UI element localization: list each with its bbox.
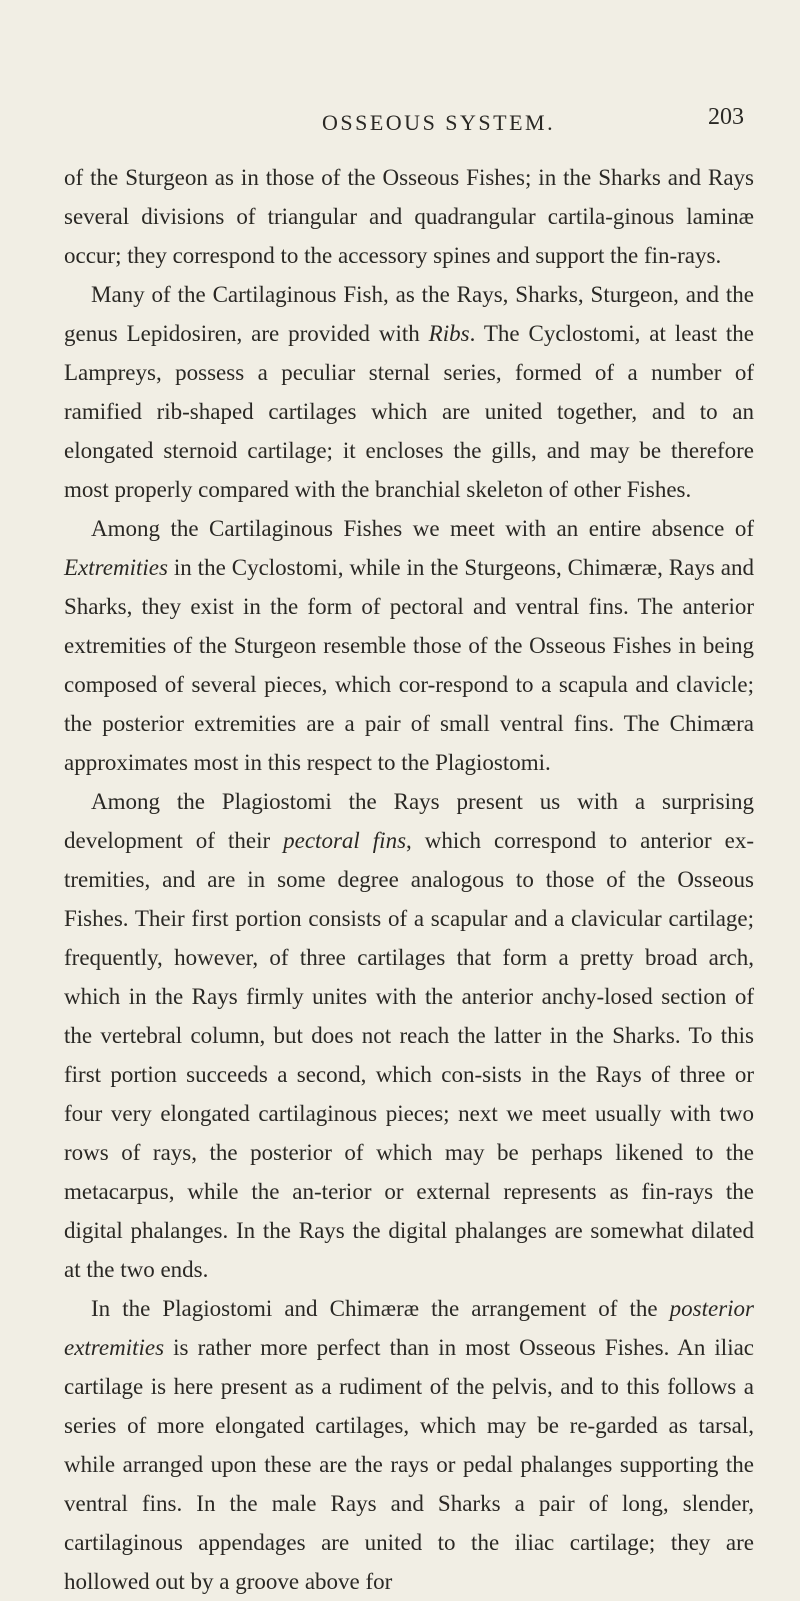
paragraph-extremities [64,509,754,782]
body-text [64,158,754,1601]
text-run: Among the Plagiostomi the Rays present us with a surprising development of their [64,789,754,853]
text-run: , which correspond to anterior ex-tremities, and are in some degree analogous to those of the Osseous Fishes. Their first portion consists of a scapular and a clavicular cartilage; frequently, however, of three cartilages that form a pretty broad arch, which in the Rays firmly unites with the anterior anchy-losed section of the vertebral column, but does not reach the latter in the Sharks. To this first portion succeeds a second, which con-sists in the Rays of three or four very elongated cartilaginous pieces; next we meet usually with two rows of rays, the posterior of which may be perhaps likened to the metacarpus, while the an-terior or external represents as fin-rays the digital phalanges. In the Rays the digital phalanges are somewhat dilated at the two ends. [64,828,754,1282]
text-run: Among the Cartilaginous Fishes we meet with an entire absence of [91,516,754,541]
text-run: Many of the Cartilaginous Fish, as the Rays, Sharks, Sturgeon, and the genus Lepidosiren, are provided with [64,282,754,346]
italic-term-ribs: Ribs [428,321,470,346]
running-title: OSSEOUS SYSTEM. [322,110,556,135]
paragraph-pectoral-fins [64,782,754,1289]
paragraph-posterior-extremities [64,1289,754,1601]
italic-term-pectoral-fins: pectoral fins [283,828,407,853]
italic-term-posterior-extremities: posterior extremities [64,1296,754,1360]
text-run: . The Cyclostomi, at least the Lampreys, possess a peculiar sternal series, formed of a number of ramified rib-shaped cartilages which are united together, and to an elongated sternoid cartilage; it encloses the gills, and may be therefore most properly compared with the branchial skeleton of other Fishes. [64,321,754,502]
text-run: of the Sturgeon as in those of the Osseous Fishes; in the Sharks and Rays several divisions of triangular and quadrangular cartila-ginous laminæ occur; they correspond to the accessory spines and support the fin-rays. [64,165,754,268]
italic-term-extremities: Extremities [64,555,168,580]
text-run: In the Plagiostomi and Chimæræ the arrangement of the [91,1296,670,1321]
paragraph-ribs [64,275,754,509]
paragraph-sturgeon-laminae [64,158,754,275]
page-number: 203 [708,104,744,130]
page-header [64,0,752,135]
text-run: is rather more perfect than in most Osseous Fishes. An iliac cartilage is here present as a rudiment of the pelvis, and to this follows a series of more elongated cartilages, which may be re-garded as tarsal, while arranged upon these are the rays or pedal phalanges supporting the ventral fins. In the male Rays and Sharks a pair of long, slender, cartilaginous appendages are united to the iliac cartilage; they are hollowed out by a groove above for [64,1335,754,1594]
text-run: in the Cyclostomi, while in the Sturgeons, Chimæræ, Rays and Sharks, they exist in the form of pectoral and ventral fins. The anterior extremities of the Sturgeon resemble those of the Osseous Fishes in being composed of several pieces, which cor-respond to a scapula and clavicle; the posterior extremities are a pair of small ventral fins. The Chimæra approximates most in this respect to the Plagiostomi. [64,555,754,775]
